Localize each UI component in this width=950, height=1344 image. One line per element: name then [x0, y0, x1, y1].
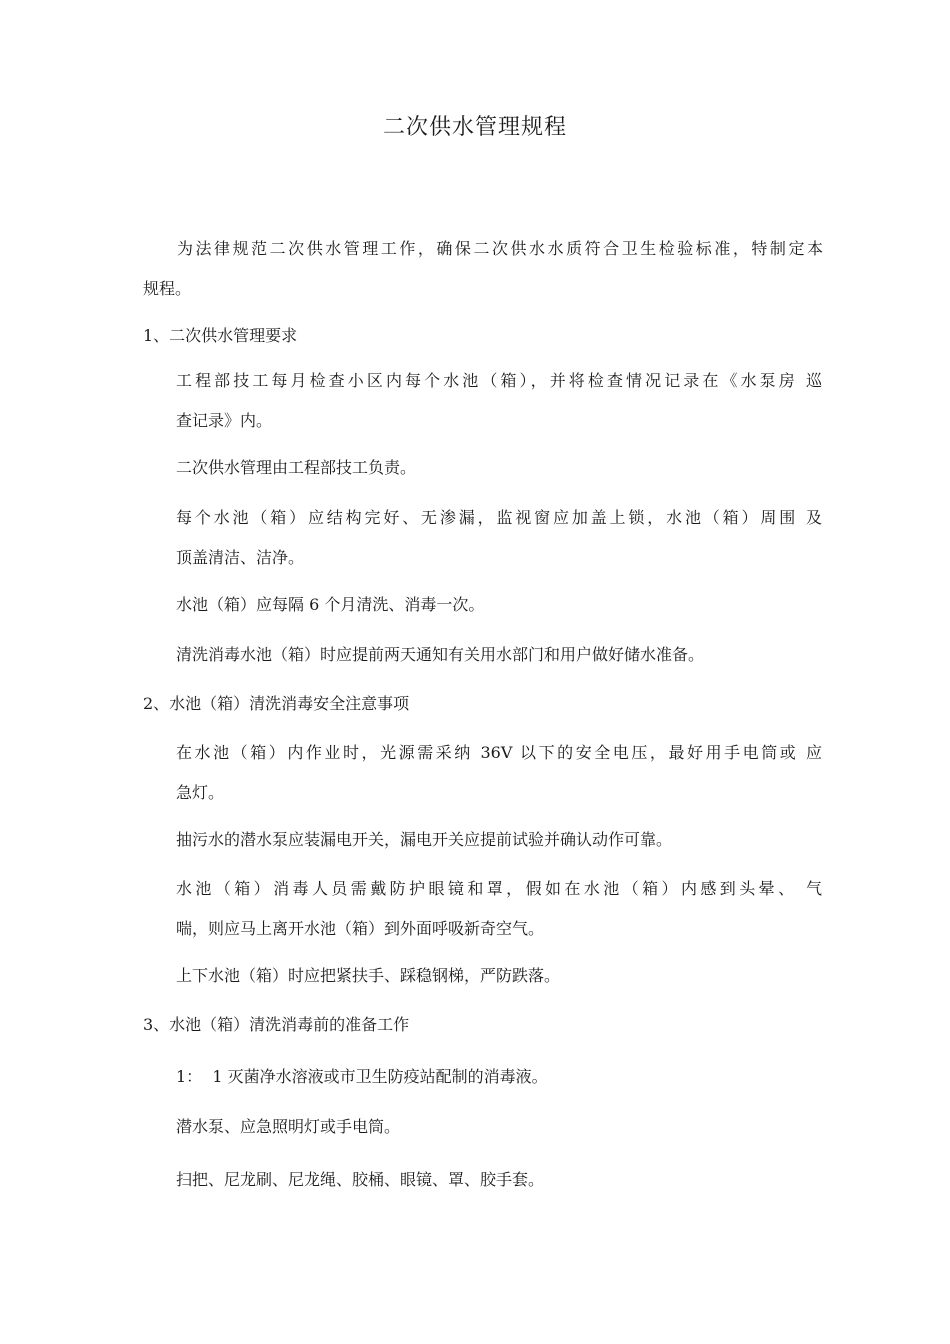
section-3-item-3	[176, 1160, 822, 1200]
section-2-item-1	[176, 733, 822, 813]
section-3-heading: 3、水池（箱）清洗消毒前的准备工作	[143, 1015, 410, 1034]
section-1-item-3-line-1: 每个水池（箱）应结构完好、无渗漏，监视窗应加盖上锁，水池（箱）周围 及	[176, 508, 822, 527]
section-2-item-4	[176, 956, 822, 996]
section-1-item-3-line-2: 顶盖清洁、洁净。	[176, 548, 305, 567]
section-1-item-4-line-1: 水池（箱）应每隔 6 个月清洗、消毒一次。	[176, 595, 485, 614]
section-1-item-1-line-2: 查记录》内。	[176, 411, 273, 430]
section-3-item-1	[176, 1057, 822, 1097]
section-3-item-3-line-1: 扫把、尼龙刷、尼龙绳、胶桶、眼镜、罩、胶手套。	[176, 1170, 545, 1189]
section-1-item-2-line-1: 二次供水管理由工程部技工负责。	[176, 458, 417, 477]
intro-paragraph	[143, 229, 823, 309]
section-2-item-3	[176, 869, 822, 949]
section-2-heading: 2、水池（箱）清洗消毒安全注意事项	[143, 694, 410, 713]
section-2-item-1-line-2: 急灯。	[176, 783, 225, 802]
section-2-item-1-line-1: 在水池（箱）内作业时，光源需采纳 36V 以下的安全电压，最好用手电筒或 应	[176, 743, 822, 762]
section-1-item-1	[176, 361, 822, 441]
section-1-heading: 1、二次供水管理要求	[143, 326, 298, 345]
section-2-item-4-line-1: 上下水池（箱）时应把紧扶手、踩稳钢梯，严防跌落。	[176, 966, 561, 985]
section-1-item-5	[176, 635, 822, 675]
section-2-item-2-line-1: 抽污水的潜水泵应装漏电开关，漏电开关应提前试验并确认动作可靠。	[176, 830, 673, 849]
document-title: 二次供水管理规程	[382, 115, 567, 140]
section-1-item-4	[176, 585, 822, 625]
section-1-item-3	[176, 498, 822, 578]
section-1-item-2	[176, 448, 822, 488]
section-1-item-1-line-1: 工程部技工每月检查小区内每个水池（箱），并将检查情况记录在《水泵房 巡	[176, 371, 822, 390]
section-3-item-1-line-1: 1： 1 灭菌净水溶液或市卫生防疫站配制的消毒液。	[176, 1067, 548, 1086]
intro-line-2: 规程。	[143, 279, 192, 298]
section-1-item-5-line-1: 清洗消毒水池（箱）时应提前两天通知有关用水部门和用户做好储水准备。	[176, 645, 705, 664]
section-3-item-2	[176, 1107, 822, 1147]
section-2-item-3-line-2: 喘，则应马上离开水池（箱）到外面呼吸新奇空气。	[176, 919, 545, 938]
section-3-item-2-line-1: 潜水泵、应急照明灯或手电筒。	[176, 1117, 401, 1136]
intro-line-1: 为法律规范二次供水管理工作，确保二次供水水质符合卫生检验标准，特制定本	[177, 239, 823, 258]
section-2-item-2	[176, 820, 822, 860]
section-2-item-3-line-1: 水池（箱）消毒人员需戴防护眼镜和罩，假如在水池（箱）内感到头晕、 气	[176, 879, 822, 898]
